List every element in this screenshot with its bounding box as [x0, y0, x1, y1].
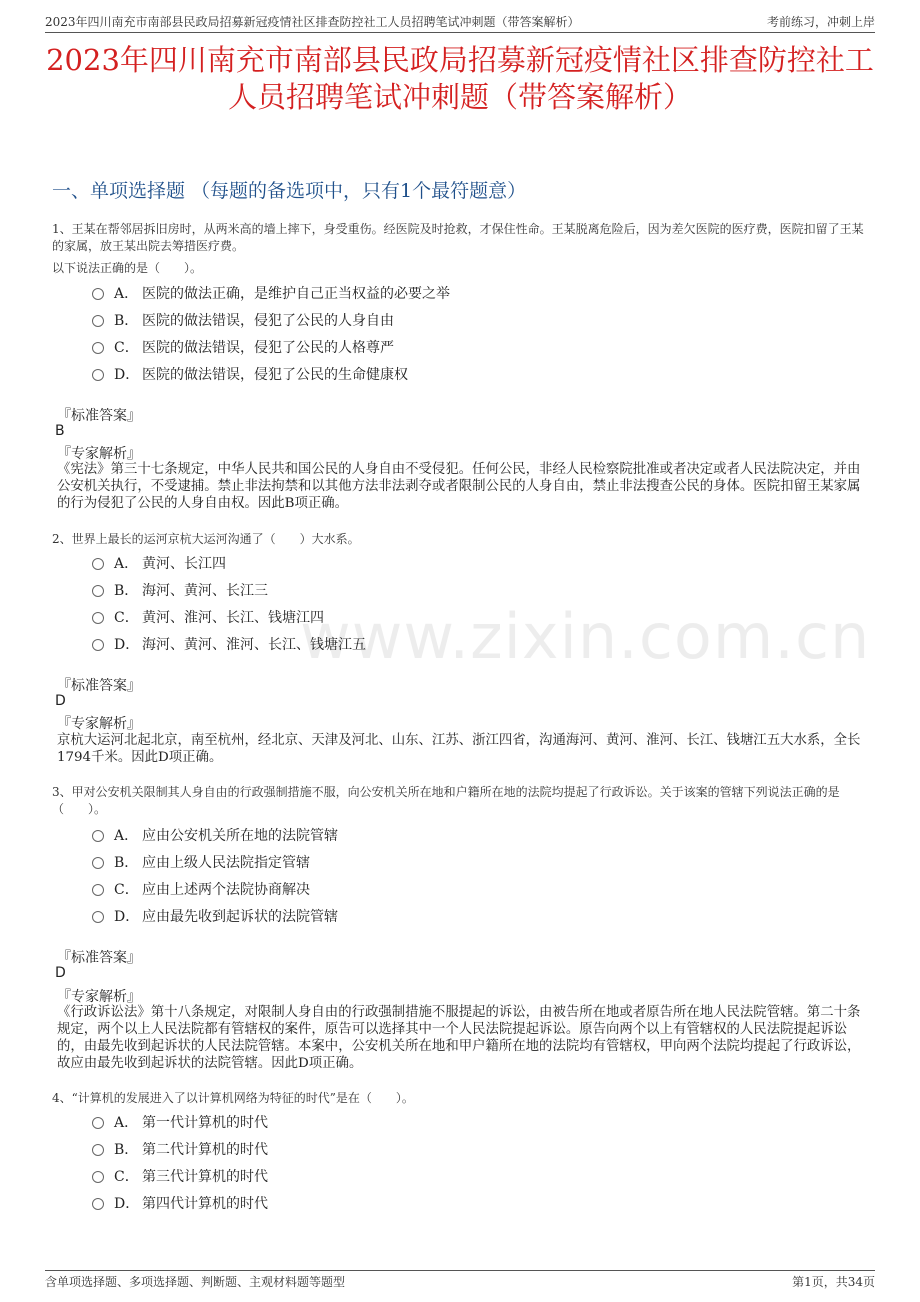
option-letter: B． — [114, 583, 139, 599]
option-letter: B． — [114, 855, 139, 871]
option-text: 医院的做法正确，是维护自己正当权益的必要之举 — [142, 286, 450, 302]
option-text: 第四代计算机的时代 — [142, 1196, 268, 1212]
radio-icon[interactable] — [92, 315, 104, 327]
radio-icon[interactable] — [92, 639, 104, 651]
question-stem: 4、“计算机的发展进入了以计算机网络为特征的时代”是在（ ）。 — [52, 1091, 414, 1105]
option-text: 第三代计算机的时代 — [142, 1169, 268, 1185]
option-text: 黄河、长江四 — [142, 556, 226, 572]
option-letter: D． — [114, 1196, 140, 1212]
page-number: 第1页，共34页 — [792, 1275, 875, 1289]
option-letter: B． — [114, 313, 139, 329]
radio-icon[interactable] — [92, 911, 104, 923]
option-letter: D． — [114, 909, 140, 925]
option-letter: C． — [114, 882, 139, 898]
watermark: www.zixin.com.cn — [300, 600, 871, 673]
option-text: 海河、黄河、长江三 — [142, 583, 268, 599]
analysis-text: 京杭大运河北起北京，南至杭州，经北京、天津及河北、山东、江苏、浙江四省，沟通海河、黄河、淮河、长江、钱塘江五大水系，全长1794千米。因此D项正确。 — [57, 733, 861, 765]
option-text: 应由最先收到起诉状的法院管辖 — [142, 909, 338, 925]
radio-icon[interactable] — [92, 585, 104, 597]
analysis-text: 《宪法》第三十七条规定，中华人民共和国公民的人身自由不受侵犯。任何公民，非经人民检察院批准或者决定或者人民法院决定，并由公安机关执行，不受逮捕。禁止非法拘禁和以其他方法非法剥夺或者限制公民的人身自由，禁止非法搜查公民的身体。医院扣留王某家属的行为侵犯了公民的人身自由权。因此B项正确。 — [57, 462, 861, 511]
page-footer — [45, 1270, 875, 1293]
option-letter: D． — [114, 367, 140, 383]
answer-label: 『标准答案』 — [57, 950, 141, 966]
option-letter: A． — [114, 828, 139, 844]
document-title: 2023年四川南充市南部县民政局招募新冠疫情社区排查防控社工人员招聘笔试冲刺题（带答案解析） — [46, 43, 874, 114]
option-text: 黄河、淮河、长江、钱塘江四 — [142, 610, 324, 626]
option-text: 应由上级人民法院指定管辖 — [142, 855, 310, 871]
option-text: 第二代计算机的时代 — [142, 1142, 268, 1158]
page-header — [45, 10, 875, 33]
radio-icon[interactable] — [92, 558, 104, 570]
radio-icon[interactable] — [92, 1171, 104, 1183]
footer-question-types: 含单项选择题、多项选择题、判断题、主观材料题等题型 — [45, 1275, 346, 1289]
header-doc-title: 2023年四川南充市南部县民政局招募新冠疫情社区排查防控社工人员招聘笔试冲刺题（带答案解析） — [45, 15, 580, 29]
radio-icon[interactable] — [92, 884, 104, 896]
radio-icon[interactable] — [92, 342, 104, 354]
section-heading: 一、单项选择题 （每题的备选项中，只有1个最符题意） — [52, 180, 527, 202]
radio-icon[interactable] — [92, 1117, 104, 1129]
option-letter: A． — [114, 556, 139, 572]
analysis-label: 『专家解析』 — [57, 716, 141, 732]
radio-icon[interactable] — [92, 857, 104, 869]
option-text: 医院的做法错误，侵犯了公民的生命健康权 — [142, 367, 408, 383]
analysis-label: 『专家解析』 — [57, 446, 141, 462]
option-text: 第一代计算机的时代 — [142, 1115, 268, 1131]
option-letter: A． — [114, 1115, 139, 1131]
answer-label: 『标准答案』 — [57, 678, 141, 694]
radio-icon[interactable] — [92, 1198, 104, 1210]
answer-value: B — [55, 423, 65, 439]
radio-icon[interactable] — [92, 369, 104, 381]
question-stem: 1、王某在帮邻居拆旧房时，从两米高的墙上摔下，身受重伤。经医院及时抢救，才保住性命。王某脱离危险后，因为差欠医院的医疗费，医院扣留了王某的家属，放王某出院去筹措医疗费。 — [52, 222, 864, 253]
option-letter: B． — [114, 1142, 139, 1158]
answer-value: D — [55, 693, 66, 709]
option-letter: C． — [114, 610, 139, 626]
question-stem: 3、甲对公安机关限制其人身自由的行政强制措施不服，向公安机关所在地和户籍所在地的法院均提起了行政诉讼。关于该案的管辖下列说法正确的是（ ）。 — [52, 785, 840, 816]
option-letter: C． — [114, 1169, 139, 1185]
header-slogan: 考前练习，冲刺上岸 — [766, 15, 875, 29]
radio-icon[interactable] — [92, 288, 104, 300]
question-stem: 2、世界上最长的运河京杭大运河沟通了（ ）大水系。 — [52, 532, 360, 546]
option-letter: D． — [114, 637, 140, 653]
analysis-label: 『专家解析』 — [57, 989, 141, 1005]
option-text: 医院的做法错误，侵犯了公民的人格尊严 — [142, 340, 394, 356]
option-text: 应由公安机关所在地的法院管辖 — [142, 828, 338, 844]
option-letter: C． — [114, 340, 139, 356]
option-text: 海河、黄河、淮河、长江、钱塘江五 — [142, 637, 366, 653]
question-prompt: 以下说法正确的是（ ）。 — [52, 261, 203, 275]
answer-value: D — [55, 965, 66, 981]
radio-icon[interactable] — [92, 1144, 104, 1156]
radio-icon[interactable] — [92, 830, 104, 842]
option-text: 医院的做法错误，侵犯了公民的人身自由 — [142, 313, 394, 329]
analysis-text: 《行政诉讼法》第十八条规定，对限制人身自由的行政强制措施不服提起的诉讼，由被告所在地或者原告所在地人民法院管辖。第二十条规定，两个以上人民法院都有管辖权的案件，原告可以选择其中一个人民法院提起诉讼。原告向两个以上有管辖权的人民法院提起诉讼的，由最先收到起诉状的人民法院管辖。本案中，公安机关所在地和甲户籍所在地的法院均有管辖权，甲向两个法院均提起了行政诉讼，故应由最先收到起诉状的法院管辖。因此D项正确。 — [57, 1005, 861, 1071]
radio-icon[interactable] — [92, 612, 104, 624]
option-text: 应由上述两个法院协商解决 — [142, 882, 310, 898]
answer-label: 『标准答案』 — [57, 408, 141, 424]
option-letter: A． — [114, 286, 139, 302]
